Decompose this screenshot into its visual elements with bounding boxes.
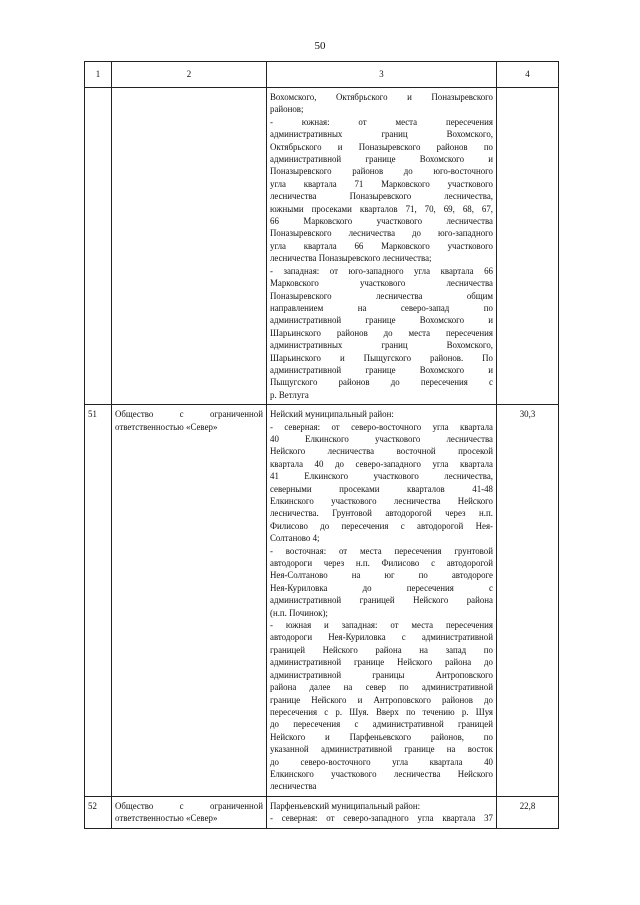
header-cell-4: 4 [497,62,559,88]
description-line: Вохомского, Октябрьского и Поназыревского [270,92,493,102]
row-number-cell: 51 [85,405,112,797]
description-line: автодороги через н.п. Филисово с автодорогой [270,558,493,569]
description-line: - южная: от места пересечения [270,116,493,127]
table-body [85,62,559,829]
description-line: административной границей Нейского района [270,595,493,606]
description-line: указанной административной границе на восток [270,744,493,755]
row-number-cell [85,88,112,405]
boundary-table [84,61,559,829]
description-line: квартала 40 до северо-западного угла квартала [270,458,493,469]
description-line: - северная: от северо-западного угла квартала 37 [270,813,493,824]
description-line: Шарьинского и Пыщугского районов. По [270,352,493,363]
description-line: - западная: от юго-западного угла квартала 66 [270,265,493,276]
area-cell [497,88,559,405]
description-line: пересечения с р. Шуя. Вверх по течению р. Шуя [270,706,493,717]
description-line: лесничества Поназыревского лесничества, [270,191,493,202]
organization-cell: Общество с ограниченной ответственностью «Север» [112,796,267,828]
description-line: - южная и западная: от места пересечения [270,620,493,631]
description-line: 40 Елкинского участкового лесничества [270,433,493,444]
description-line: 66 Марковского участкового лесничества [270,216,493,227]
description-line: южными просеками кварталов 71, 70, 69, 68, 67, [270,203,493,214]
description-line: 41 Елкинского участкового лесничества, [270,471,493,482]
row-number-cell: 52 [85,796,112,828]
description-line: Шарьинского районов до места пересечения [270,327,493,338]
description-line: границей Нейского района на запад по [270,644,493,655]
header-row [85,62,559,88]
organization-cell [112,88,267,405]
table-row [85,405,559,797]
header-cell-1: 1 [85,62,112,88]
description-line: административных границ Вохомского, [270,129,493,140]
description-line: угла квартала 66 Марковского участкового [270,240,493,251]
description-line: автодороги Нея-Куриловка с административной [270,632,493,643]
organization-cell: Общество с ограниченной ответственностью «Север» [112,405,267,797]
description-line: - северная: от северо-восточного угла квартала [270,421,493,432]
area-cell: 22,8 [497,796,559,828]
description-line: Нейского и Парфеньевского районов, по [270,731,493,742]
table-row [85,88,559,405]
description-line: Поназыревского лесничества общим [270,290,493,301]
description-line: Солтаново 4; [270,533,320,544]
description-line: Елкинского участкового лесничества Нейского [270,496,493,506]
description-line: Нея-Солтаново на юг по автодороге [270,570,493,581]
description-line: административных границ Вохомского, [270,340,493,351]
page-number: 50 [314,40,326,52]
description-line: Филисово до пересечения с автодорогой Нея- [270,520,493,531]
description-line: Октябрьского и Поназыревского районов по [270,141,493,152]
description-line: административной границы Антроповского [270,669,493,680]
description-line: направлением на северо-запад по [270,302,493,313]
description-line: угла квартала 71 Марковского участкового [270,178,493,189]
description-line: до северо-восточного угла квартала 40 [270,756,493,767]
description-line: (н.п. Починок); [270,607,328,618]
description-line: районов; [270,104,304,115]
description-line: Поназыревского районов до юго-восточного [270,166,493,177]
description-line: Парфеньевский муниципальный район: [270,800,421,811]
description-line: лесничества Поназыревского лесничества; [270,253,432,264]
boundary-description-cell [267,88,497,405]
description-line: Нейский муниципальный район: [270,409,394,420]
description-line: Марковского участкового лесничества [270,278,493,289]
description-line: лесничества [270,781,317,792]
description-line: Елкинского участкового лесничества Нейского [270,768,493,779]
header-cell-2: 2 [112,62,267,88]
description-line: Нейского лесничества восточной просекой [270,446,493,457]
description-line: района далее на север по административной [270,682,493,693]
description-line: лесничества. Грунтовой автодорогой через н.п. [270,508,493,519]
description-line: - восточная: от места пересечения грунтовой [270,545,493,556]
description-line: Нея-Куриловка до пересечения с [270,582,493,593]
description-line: Пыщугского районов до пересечения с [270,377,493,388]
description-line: административной границе Нейского района до [270,657,493,668]
description-line: северными просеками кварталов 41-48 [270,483,493,494]
area-cell: 30,3 [497,405,559,797]
description-line: до пересечения с административной границей [270,719,493,730]
header-cell-3: 3 [267,62,497,88]
description-line: административной границе Вохомского и [270,154,493,165]
description-line: Поназыревского лесничества до юго-западного [270,228,493,239]
boundary-description-cell [267,796,497,828]
boundary-description-cell [267,405,497,797]
table-row [85,796,559,828]
description-line: административной границе Вохомского и [270,315,493,326]
description-line: р. Ветлуга [270,389,309,400]
description-line: административной границе Вохомского и [270,364,493,375]
description-line: границе Нейского и Антроповского районов до [270,694,493,705]
